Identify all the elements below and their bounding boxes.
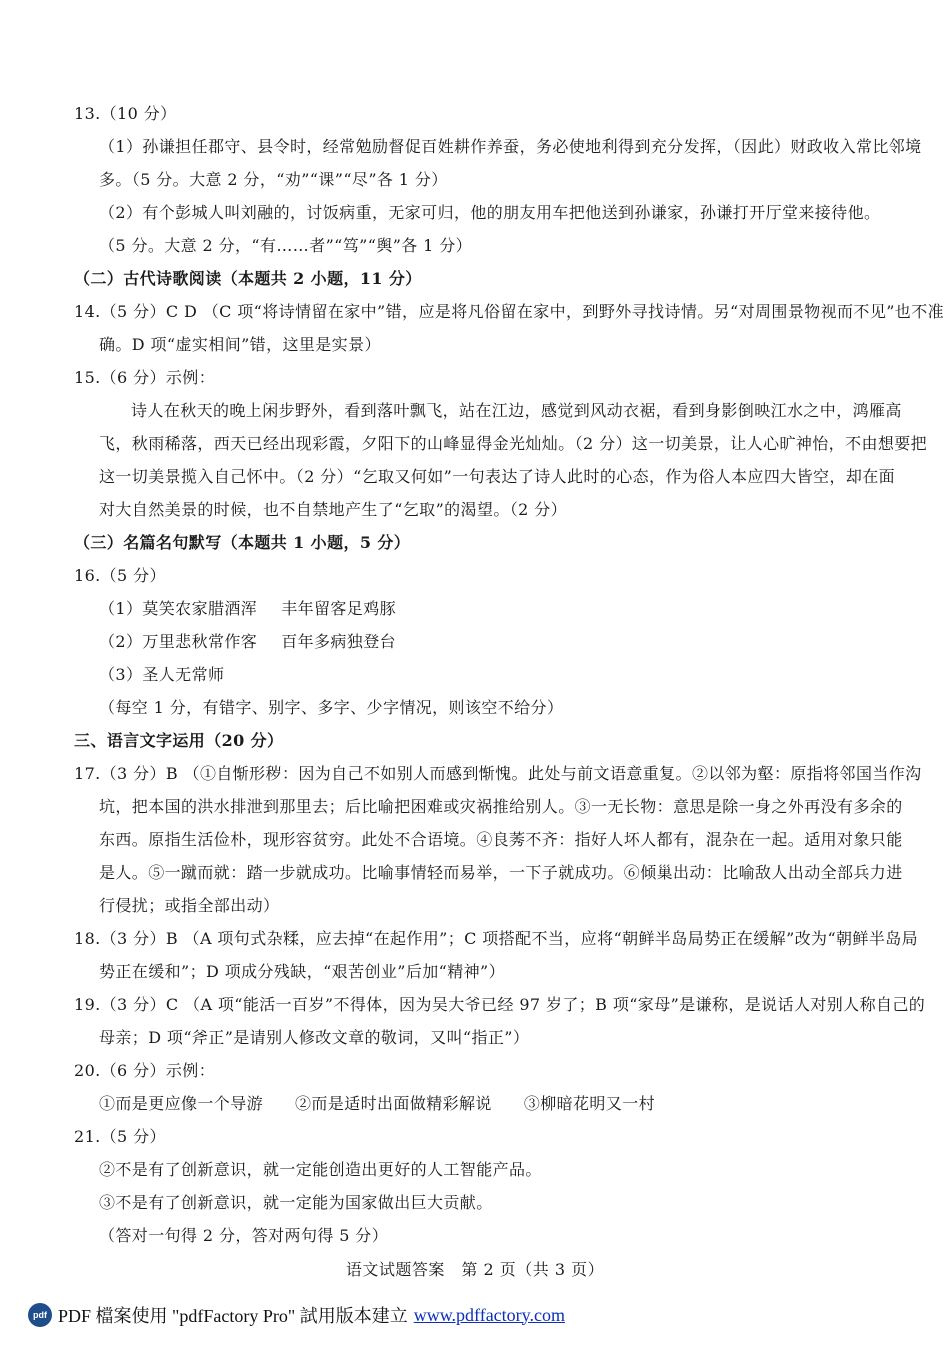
q20-answer-3: ③柳暗花明又一村: [523, 1094, 656, 1113]
section-language-use-heading: 三、语言文字运用（20 分）: [74, 731, 284, 750]
q15-answer-1: 诗人在秋天的晚上闲步野外，看到落叶飘飞，站在江边，感觉到风动衣裾，看到身影倒映江水之中，鸿雁高: [131, 401, 902, 420]
q15-answer-3: 这一切美景揽入自己怀中。（2 分）“乞取又何如”一句表达了诗人此时的心态，作为俗人本应四大皆空，却在面: [99, 467, 896, 486]
q16-answer-1: [99, 599, 396, 619]
pdffactory-text: PDF 檔案使用 "pdfFactory Pro" 試用版本建立: [58, 1306, 408, 1326]
q13-answer-1b: 多。（5 分。大意 2 分，“劝”“课”“尽”各 1 分）: [99, 170, 448, 189]
section-famous-lines-heading: （三）名篇名句默写（本题共 1 小题，5 分）: [74, 533, 411, 552]
q18-answer-1: 18.（3 分）B （A 项句式杂糅，应去掉“在起作用”；C 项搭配不当，应将“朝鲜半岛局势正在缓解”改为“朝鲜半岛局: [74, 929, 919, 948]
q16-heading: 16.（5 分）: [74, 566, 166, 585]
q13-answer-2b: （5 分。大意 2 分，“有……者”“笃”“舆”各 1 分）: [99, 236, 473, 255]
q15-answer-2: 飞，秋雨稀落，西天已经出现彩霞，夕阳下的山峰显得金光灿灿。（2 分）这一切美景，让人心旷神怡，不由想要把: [99, 434, 928, 453]
q20-answer-1: ①而是更应像一个导游: [99, 1094, 264, 1113]
q18-answer-2: 势正在缓和”；D 项成分残缺，“艰苦创业”后加“精神”）: [99, 962, 506, 981]
q16-answer-1-first: （1）莫笑农家腊酒浑: [99, 599, 258, 618]
q19-answer-2: 母亲；D 项“斧正”是请别人修改文章的敬词，又叫“指正”）: [99, 1028, 530, 1047]
q17-answer-1: 17.（3 分）B （①自惭形秽：因为自己不如别人而感到惭愧。此处与前文语意重复。②以邻为壑：原指将邻国当作沟: [74, 764, 922, 783]
q21-answer-2: ②不是有了创新意识，就一定能创造出更好的人工智能产品。: [99, 1160, 542, 1179]
q15-answer-4: 对大自然美景的时候，也不自禁地产生了“乞取”的渴望。（2 分）: [99, 500, 568, 519]
q20-answers: [99, 1094, 655, 1114]
q21-answer-3: ③不是有了创新意识，就一定能为国家做出巨大贡献。: [99, 1193, 493, 1212]
q20-answer-2: ②而是适时出面做精彩解说: [295, 1094, 492, 1113]
q17-answer-2: 坑，把本国的洪水排泄到那里去；后比喻把困难或灾祸推给别人。③一无长物：意思是除一身之外再没有多余的: [99, 797, 903, 816]
q19-answer-1: 19.（3 分）C （A 项“能活一百岁”不得体，因为吴大爷已经 97 岁了；B 项“家母”是谦称，是说话人对别人称自己的: [74, 995, 926, 1014]
q13-answer-2a: （2）有个彭城人叫刘融的，讨饭病重，无家可归，他的朋友用车把他送到孙谦家，孙谦打开厅堂来接待他。: [99, 203, 881, 222]
q14-answer-a: 14.（5 分）C D （C 项“将诗情留在家中”错，应是将凡俗留在家中，到野外寻找诗情。另“对周围景物视而不见”也不准: [74, 302, 945, 321]
q14-answer-b: 确。D 项“虚实相间”错，这里是实景）: [99, 335, 381, 354]
q16-answer-2-first: （2）万里悲秋常作客: [99, 632, 258, 651]
q17-answer-5: 行侵扰；或指全部出动）: [99, 896, 280, 915]
q21-scoring-note: （答对一句得 2 分，答对两句得 5 分）: [99, 1226, 389, 1245]
q16-answer-2-second: 百年多病独登台: [281, 632, 396, 651]
pdffactory-link[interactable]: www.pdffactory.com: [413, 1304, 565, 1325]
q13-answer-1a: （1）孙谦担任郡守、县令时，经常勉励督促百姓耕作养蚕，务必使地利得到充分发挥，（因此）财政收入常比邻境: [99, 137, 922, 156]
pdffactory-watermark-bar: [28, 1301, 565, 1329]
q17-answer-4: 是人。⑤一蹴而就：踏一步就成功。比喻事情轻而易举，一下子就成功。⑥倾巢出动：比喻敌人出动全部兵力进: [99, 863, 903, 882]
q15-heading: 15.（6 分）示例：: [74, 368, 216, 387]
q20-heading: 20.（6 分）示例：: [74, 1061, 216, 1080]
pdffactory-logo-icon: pdf: [28, 1303, 52, 1327]
page-footer-title: 语文试题答案 第 2 页（共 3 页）: [345, 1260, 605, 1279]
q16-answer-1-second: 丰年留客足鸡豚: [281, 599, 396, 618]
q16-scoring-note: （每空 1 分，有错字、别字、多字、少字情况，则该空不给分）: [99, 698, 564, 717]
section-ancient-poetry-heading: （二）古代诗歌阅读（本题共 2 小题，11 分）: [74, 269, 422, 288]
q17-answer-3: 东西。原指生活俭朴，现形容贫穷。此处不合语境。④良莠不齐：指好人坏人都有，混杂在一起。适用对象只能: [99, 830, 903, 849]
q16-answer-2: [99, 632, 396, 652]
q13-heading: 13.（10 分）: [74, 104, 177, 123]
q21-heading: 21.（5 分）: [74, 1127, 166, 1146]
q16-answer-3: （3）圣人无常师: [99, 665, 225, 684]
